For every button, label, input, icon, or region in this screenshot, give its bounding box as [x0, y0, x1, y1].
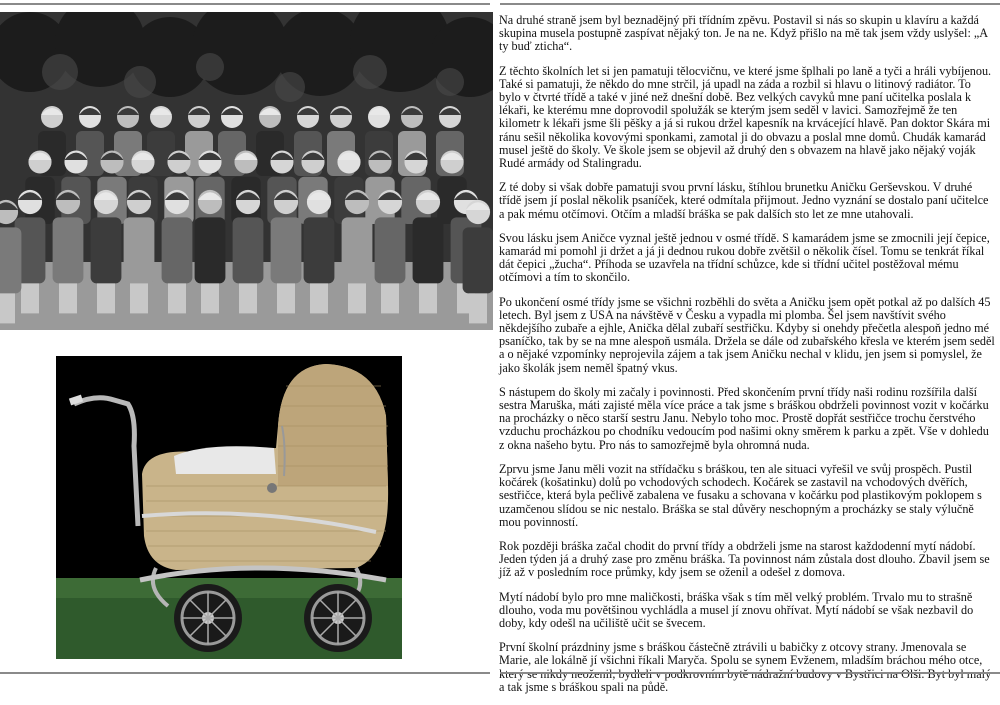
child-legs — [239, 283, 257, 313]
paragraph: Rok později bráška začal chodit do první třídy a obdrželi jsme na starost každodenní mytí nádobí. Jeden týden já a druhý zase pro změnu bráška. Ta povinnost nám zůstala dost dlouho. Zbavil jsem se jíž až v posledním roce průmky, kdy jsem se oženil a odešel z domova. — [499, 538, 990, 580]
child-legs — [59, 283, 77, 313]
pram-photo — [56, 356, 402, 659]
top-rule-left — [0, 3, 490, 5]
child-legs — [310, 283, 328, 313]
paragraph: Z té doby si však dobře pamatuji svou první lásku, štíhlou brunetku Aničku Gerševskou. V druhé třídě jsem jí poslal několik psaníček, které odmítala přijmout. Jedno vyznání se dostalo paní učitelce a pak mému otčímovi. Otčím a mladší bráška se pak dalších sto let ze mne utahovali. — [499, 180, 989, 221]
paragraph: Z těchto školních let si jen pamatuji tělocvičnu, ve které jsme šplhali po laně a tyči a hráli vybíjenou. Také si pamatuji, že někdo do mne strčil, já upadl na záda a rozbil si hlavu o litinový radiátor. To bylo v čtvrté třídě a také v jiné než dnešní době. Bez velkých cavyků mne paní učitelka poslala k lékaři, ke kterému mne doprovodil spolužák se kterým jsem seděl v lavici. Samozřejmě že ten kilometr k lékaři jsme šli pěšky a já si rukou držel kapesník na krvácející hlavě. Pan doktor Skára mi ránu sešil několika kovovými sponkami, zamotal ji do obvazu a poslal mne domů. Chudák kamarád musel ještě do školy. Ve škole jsem se objevil až druhý den s obvazem na hlavě jako nějaký voják Rudé armády od Stalingradu. — [499, 63, 992, 171]
child-figure — [233, 217, 264, 283]
child-legs — [348, 283, 366, 313]
child-legs — [97, 283, 115, 313]
paragraph: Svou lásku jsem Aničce vyznal ještě jednou v osmé třídě. S kamarádem jsme se zmocnili její čepice, kamarád mi pomohl ji držet a já ji dednou rukou dobře zvětšil o několik čísel. Tomu se tenkrát říkal dát čepici „žucha“. Příhoda se uzavřela na třídní schůzce, kde si třídní učitel postěžoval mému otčímovi a tím to skončilo. — [499, 230, 990, 285]
paragraph: S nástupem do školy mi začaly i povinnosti. Před skončením první třídy naši rodinu rozšířila další sestra Maruška, máti zajisté měla více práce a tak jsme s bráškou obdrželi povinnost vozit v kočárku na procházky o něco starší sestru Janu. Nebylo toho moc. Prostě dopřát sestřičce trochu čerstvého vzduchu procházkou po chodníku vedoucím pod našimi okny směrem k parku a zpět. Vše v dohledu z okna našeho bytu. Pro nás to samozřejmě byla ohromná nuda. — [499, 384, 989, 452]
child-legs — [469, 293, 487, 323]
pram-photo-canvas — [56, 356, 402, 659]
child-legs — [21, 283, 39, 313]
child-figure — [0, 227, 21, 293]
class-photo — [0, 12, 493, 330]
child-figure — [271, 217, 302, 283]
child-figure — [342, 217, 373, 283]
bottom-rule-right — [500, 672, 1000, 674]
paragraph: První školní prázdniny jsme s bráškou částečně ztrávili u babičky z otcovy strany. Jmenovala se Marie, ale lokálně jí všichni říkali Maryča. Spolu se synem Evženem, mladším bráchou mého otce, a tak jsme s bráškou spali na půdě. — [499, 640, 983, 694]
child-legs — [130, 283, 148, 313]
class-photo-canvas — [0, 12, 493, 330]
paragraph: Po ukončení osmé třídy jsme se všichni rozběhli do světa a Aničku jsem opět potkal až po dalších 45 letech. Byl jsem z USA na návštěvě v Česku a vypadla mi plomba. Šel jsem navštívit svého někdejšího zubaře a ejhle, Anička dělal zubaří sestřičku. Kdyby si onehdy přečetla alespoň jedno mé psaníčko, tak by se na mne alespoň usmála. Držela se dále od zubařského křesla ve kterém jsem seděl a o nějaké vzpomínky neprojevila zájem a tak jsem Aničku nechal v klidu, jen jsem si pomyslel, že jako školák jsem neměl špatný vkus. — [499, 294, 995, 375]
child-figure — [413, 217, 444, 283]
child-figure — [124, 217, 155, 283]
child-figure — [304, 217, 335, 283]
child-figure — [162, 217, 193, 283]
child-legs — [201, 283, 219, 313]
child-figure — [53, 217, 84, 283]
paragraph: Mytí nádobí bylo pro mne maličkosti, bráška však s tím měl velký problém. Trvalo mu to strašně dlouho, voda mu povětšinou vychládla a musel jí znovu ohřívat. Mytí nádobí se však nezbavil do doby, kdy odešl na učiliště učit se švecem. — [499, 589, 974, 630]
child-legs — [0, 293, 15, 323]
child-legs — [381, 283, 399, 313]
bottom-rule-left — [0, 672, 490, 674]
child-figure — [91, 217, 122, 283]
article-text — [499, 14, 995, 705]
paragraph: Zprvu jsme Janu měli vozit na střídačku s bráškou, ten ale situaci vyřešil ve svůj prospěch. Pustil kočárek (košatinku) dolů po vchodových schodech. Kočárek se zastavil na vchodových dvěřích, sestřičce, která byla pečlivě zabalena ve fusaku a schovana v kočárku pod plastikovým poklopem s uzamčenou slídou se nic nestalo. Bráška se stal důvěry neschopným a procházky se staly výlučně mou povinností. — [499, 461, 982, 529]
child-figure — [195, 217, 226, 283]
child-figure — [463, 227, 493, 293]
paragraph: Na druhé straně jsem byl beznadějný při třídním zpěvu. Postavil si nás so skupin u klavíru a každá skupina musela postupně zaspívat nějaký ton. Je na ne. Když přišlo na mě tak jsem vždy uslyšel: „A ty buď zticha“. — [499, 13, 988, 54]
child-legs — [419, 283, 437, 313]
top-rule-right — [500, 3, 1000, 5]
child-figure — [375, 217, 406, 283]
child-legs — [168, 283, 186, 313]
child-legs — [277, 283, 295, 313]
